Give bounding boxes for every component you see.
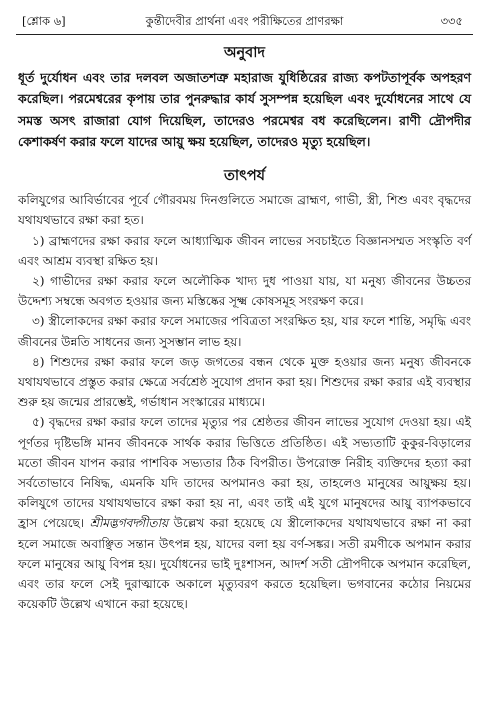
scripture-title: শ্রীমদ্ভগবদ্গীতায়	[89, 516, 168, 531]
purport-intro: কলিযুগের আবির্ভাবের পূর্বে গৌরবময় দিনগুলিতে সমাজে ব্রাহ্মণ, গাভী, স্ত্রী, শিশু এবং বৃদ্ধদের যথাযথভাবে রক্ষা করা হত।	[18, 193, 471, 228]
running-head	[12, 10, 477, 32]
translation-heading: অনুবাদ	[223, 44, 266, 61]
translation-text: ধূর্ত দুর্যোধন এবং তার দলবল অজাতশত্রু মহারাজ যুধিষ্ঠিরের রাজ্য কপটতাপূর্বক অপহরণ করেছিল। পরমেশ্বরের কৃপায় তার পুনরুদ্ধার কার্য সুসম্পন্ন হয়েছিল এবং দুর্যোধনের সাথে যে সমস্ত অসৎ রাজারা যোগ দিয়েছিল, তাদেরও পরমেশ্বর বধ করেছিলেন। রাণী দ্রৌপদীর কেশাকর্ষণ করার ফলে যাদের আয়ু ক্ষয় হয়েছিল, তাদেরও মৃত্যু হয়েছিল।	[18, 70, 471, 149]
page-number: ৩৩৫	[440, 14, 463, 28]
purport-point-1: ১) ব্রাহ্মণদের রক্ষা করার ফলে আধ্যাত্মিক জীবন লাভের সবচাইতে বিজ্ঞানসম্মত সংস্কৃতি বর্ণ এবং আশ্রম ব্যবস্থা রক্ষিত হয়।	[18, 233, 471, 268]
purport-point-4: ৪) শিশুদের রক্ষা করার ফলে জড় জগতের বন্ধন থেকে মুক্ত হওয়ার জন্য মনুষ্য জীবনকে যথাযথভাবে প্রস্তুত করার ক্ষেত্রে সর্বশ্রেষ্ঠ সুযোগ প্রদান করা হয়। শিশুদের রক্ষা করার এই ব্যবস্থার শুরু হয় জন্মের প্রারম্ভেই, গর্ভাধান সংস্কারের মাধ্যমে।	[18, 354, 471, 410]
purport-point-5-part-b: উল্লেখ করা হয়েছে যে স্ত্রীলোকদের যথাযথভাবে রক্ষা না করা হলে সমাজে অবাঞ্ছিত সন্তান উৎপন্ন হয়, যাদের বলা হয় বর্ণ-সঙ্কর। সতী রমণীকে অপমান করার ফলে মানুষের আয়ু বিপন্ন হয়। দুর্যোধনের ভাই দুঃশাসন, আদর্শ সতী দ্রৌপদীকে অপমান করেছিল, এবং তার ফলে সেই দুরাত্মাকে অকালে মৃত্যুবরণ করতে হয়েছিল। ভগবানের কঠোর নিয়মের কয়েকটি উল্লেখ এখানে করা হয়েছে।	[18, 516, 471, 612]
purport-point-5	[18, 412, 471, 614]
purport-point-5-part-a: ৫) বৃদ্ধদের রক্ষা করার ফলে তাদের মৃত্যুর পর শ্রেষ্ঠতর জীবন লাভের সুযোগ দেওয়া হয়। এই পূর্ণতর দৃষ্টিভঙ্গি মানব জীবনকে সার্থক করার ভিত্তিতে প্রতিষ্ঠিত। এই সভ্যতাটি কুকুর-বিড়ালের মতো জীবন যাপন করার পাশবিক সভ্যতার ঠিক বিপরীত। উপরোক্ত নিরীহ ব্যক্তিদের হত্যা করা সর্বতোভাবে নিষিদ্ধ, এমনকি যদি তাদের অপমানও করা হয়, তাহলেও মানুষের আয়ুক্ষয় হয়। কলিযুগে তাদের যথাযথভাবে রক্ষা করা হয় না, এবং তাই এই যুগে মানুষদের আয়ু ব্যাপকভাবে হ্রাস পেয়েছে।	[18, 415, 471, 531]
header-rule	[16, 34, 473, 35]
verse-number: [শ্লোক ৬]	[22, 14, 66, 28]
purport-heading: তাৎপর্য	[223, 167, 266, 185]
chapter-title: কুন্তীদেবীর প্রার্থনা এবং পরীক্ষিতের প্রাণরক্ষা	[145, 14, 344, 28]
purport-point-2: ২) গাভীদের রক্ষা করার ফলে অলৌকিক খাদ্য দুধ পাওয়া যায়, যা মনুষ্য জীবনের উচ্চতর উদ্দেশ্য সম্বন্ধে অবগত হওয়ার জন্য মস্তিষ্কের সূক্ষ্ম কোষসমূহ সংরক্ষণ করে।	[18, 274, 471, 309]
purport-section	[12, 166, 477, 614]
purport-point-3: ৩) স্ত্রীলোকদের রক্ষা করার ফলে সমাজের পবিত্রতা সংরক্ষিত হয়, যার ফলে শান্তি, সমৃদ্ধি এবং জীবনের উন্নতি সাধনের জন্য সুসম্ভান লাভ হয়।	[18, 314, 471, 349]
